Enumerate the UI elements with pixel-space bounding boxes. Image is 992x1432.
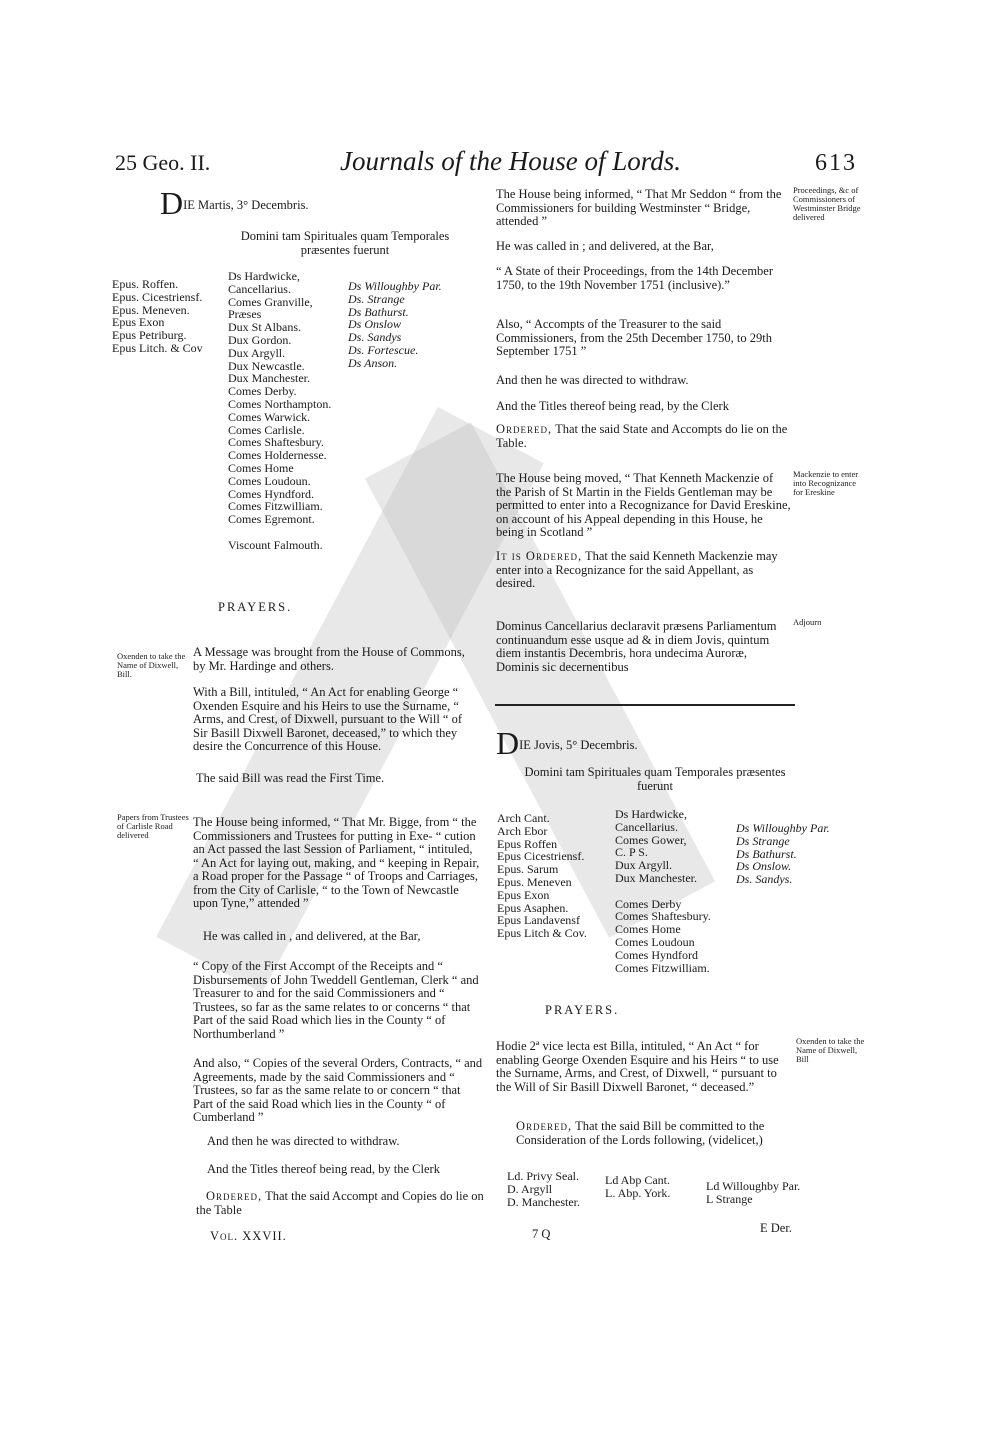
left-present-heading: Domini tam Spirituales quam Temporales præsentes fuerunt <box>240 229 450 257</box>
right-date-text: IE Jovis, 5° Decembris. <box>519 738 638 752</box>
peer-entry: Comes Shaftesbury. <box>228 435 324 450</box>
right-prayers: PRAYERS. <box>545 1003 620 1017</box>
bishop-entry: Epus. Meneven <box>497 874 572 889</box>
date-dropcap: D <box>160 185 184 221</box>
baron-entry: Ds Willoughby Par. <box>736 821 830 835</box>
bishop-entry: Epus. Roffen. <box>112 277 179 291</box>
right-barons-list <box>736 822 830 886</box>
margin-note-oxenden-2: Oxenden to take the Name of Dixwell, Bill <box>796 1036 865 1064</box>
peer-entry: Comes Hyndford. <box>228 486 314 501</box>
bishop-entry: Epus. Meneven. <box>112 302 190 317</box>
right-para-adjourn: Dominus Cancellarius declaravit præsens Parliamentum continuandum esse usque ad & in diem Jovis, quintum diem instantis Decembris, hora undecima Auroræ, Dominis sic decernentibus <box>496 619 777 674</box>
baron-entry: Ds Onslow. <box>736 859 792 874</box>
committee-entry: Ld. Privy Seal. <box>507 1169 579 1183</box>
signature-mark: 7 Q <box>532 1227 551 1241</box>
left-para-copies: And also, “ Copies of the several Orders, Contracts, “ and Agreements, made by the said Commissioners and “ Trustees, so far as the same relate to or concern “ that Part of the said Road which lies in the County “ of Cumberland ” <box>193 1056 483 1124</box>
peer-entry: Comes Gower, <box>615 832 687 847</box>
peer-entry: Ds Hardwicke, <box>228 269 300 283</box>
ordered-text: That the said Accompt and Copies do lie on the Table <box>196 1189 484 1217</box>
baron-entry: Ds. Fortescue. <box>348 342 419 357</box>
peer-entry <box>615 885 711 898</box>
bishop-entry: Epus Exon <box>497 887 550 902</box>
baron-entry: Ds Bathurst. <box>348 304 409 319</box>
section-rule <box>495 704 795 706</box>
header-page-number: 613 <box>815 150 857 176</box>
right-para-state: “ A State of their Proceedings, from the 14th December 1750, to the 19th November 1751 (inclusive).” <box>496 264 774 292</box>
bishop-entry: Arch Ebor <box>497 823 548 838</box>
right-para-accompts: Also, “ Accompts of the Treasurer to the said Commissioners, from the 25th December 1750, to 29th September 1751 ” <box>496 317 773 358</box>
bishop-entry: Epus Exon <box>112 315 165 330</box>
left-peers-list <box>228 270 331 552</box>
committee-entry: L Strange <box>706 1191 753 1206</box>
left-para-titles: And the Titles thereof being read, by the Clerk <box>207 1162 440 1176</box>
right-para-committed <box>516 1120 796 1147</box>
committee-entry: Ld Willoughby Par. <box>706 1179 801 1193</box>
left-para-copy: “ Copy of the First Accompt of the Receipts and “ Disbursements of John Tweddell Gentleman, Clerk “ and Treasurer to and for the said Commissioners and “ Trustees, so far as the same relates to or concerns “ that Part of the said Road which lies in the County “ of Northumberland ” <box>193 959 479 1041</box>
date-text: IE Martis, 3° Decembris. <box>183 198 309 212</box>
peer-entry: Comes Loudoun. <box>228 473 311 488</box>
right-committed-text: That the said Bill be committed to the Consideration of the Lords following, (videlicet,) <box>516 1119 765 1147</box>
peer-entry: Dux Newcastle. <box>228 358 305 373</box>
bishop-entry: Epus Litch. & Cov <box>112 340 203 355</box>
right-para-titles: And the Titles thereof being read, by the Clerk <box>496 399 729 413</box>
margin-note-westminster: Proceedings, &c of Commissioners of Westminster Bridge delivered <box>793 185 861 222</box>
bishop-entry: Epus. Sarum <box>497 862 559 877</box>
bishop-entry: Epus Litch & Cov. <box>497 926 587 941</box>
left-para-withdraw: And then he was directed to withdraw. <box>207 1134 400 1148</box>
left-barons-list <box>348 280 442 370</box>
peer-entry: Comes Warwick. <box>228 409 311 424</box>
left-para-called: He was called in , and delivered, at the Bar, <box>203 929 421 943</box>
header-title: Journals of the House of Lords. <box>340 146 682 176</box>
left-para-first-time: The said Bill was read the First Time. <box>196 771 385 785</box>
baron-entry: Ds. Sandys. <box>736 872 793 887</box>
peer-entry: Comes Granville, <box>228 294 313 309</box>
peer-entry: Comes Home <box>615 922 681 937</box>
bishop-entry: Epus Roffen <box>497 836 558 851</box>
committee-entry: D. Manchester. <box>507 1194 580 1209</box>
right-committed-lead: Ordered, <box>516 1119 573 1133</box>
margin-note-carlisle: Papers from Trustees of Carlisle Road delivered <box>117 812 189 840</box>
ordered-lead: Ordered, <box>206 1189 263 1203</box>
peer-entry: Comes Loudoun <box>615 934 695 949</box>
right-bishops-list <box>497 812 587 940</box>
peer-entry: Comes Carlisle. <box>228 422 305 437</box>
peer-entry <box>228 526 331 539</box>
peer-entry: Dux Argyll. <box>228 345 286 360</box>
bishop-entry: Arch Cant. <box>497 811 550 825</box>
left-bishops-list <box>112 278 203 355</box>
peer-entry: Comes Shaftesbury. <box>615 909 711 924</box>
left-para-ordered <box>196 1190 486 1217</box>
peer-entry: Comes Home <box>228 460 294 475</box>
peer-entry: Dux Manchester. <box>228 371 310 386</box>
volume-footer: Vol. XXVII. <box>210 1229 287 1243</box>
right-para-called: He was called in ; and delivered, at the Bar, <box>496 239 714 253</box>
right-it-is-ordered-lead: It is Ordered, <box>496 549 583 563</box>
peer-entry: Dux Manchester. <box>615 870 697 885</box>
peer-entry: Comes Hyndford <box>615 947 698 962</box>
right-para-it-is-ordered <box>496 550 791 591</box>
peer-entry: Dux Gordon. <box>228 332 292 347</box>
peer-entry: Comes Holdernesse. <box>228 448 327 463</box>
right-para-mackenzie: The House being moved, “ That Kenneth Mackenzie of the Parish of St Martin in the Fields Gentleman may be permitted to enter into a Recognizance for David Ereskine, on account of his Appeal depending in this House, he being in Scotland ” <box>496 471 791 539</box>
right-para-ordered <box>496 423 791 450</box>
right-it-is-ordered-text: That the said Kenneth Mackenzie may enter into a Recognizance for the said Appellant, as desired. <box>496 549 778 590</box>
margin-note-mackenzie: Mackenzie to enter into Recognizance for Ereskine <box>793 469 859 497</box>
committee-entry: L. Abp. York. <box>605 1185 671 1200</box>
left-prayers: PRAYERS. <box>218 600 293 614</box>
baron-entry: Ds Willoughby Par. <box>348 279 442 293</box>
peer-entry: Comes Egremont. <box>228 512 315 527</box>
bishop-entry: Epus Cicestriensf. <box>497 849 585 864</box>
peer-entry: Comes Fitzwilliam. <box>228 499 323 514</box>
bishop-entry: Epus Landavensf <box>497 913 580 928</box>
baron-entry: Ds Anson. <box>348 355 398 370</box>
peer-entry: Ds Hardwicke, <box>615 807 687 821</box>
peer-entry: Comes Northampton. <box>228 396 332 411</box>
left-para-bill: With a Bill, intituled, “ An Act for enabling George “ Oxenden Esquire and his Heirs to use the Surname, “ Arms, and Crest, of Dixwell, pursuant to the Will “ of Sir Basill Dixwell Baronet, deceased,” to which they desire the Concurrence of this House. <box>193 685 463 753</box>
right-para-withdraw: And then he was directed to withdraw. <box>496 373 689 387</box>
bishop-entry: Epus Petriburg. <box>112 328 187 343</box>
left-para-message: A Message was brought from the House of Commons, by Mr. Hardinge and others. <box>193 645 465 673</box>
committee-entry: D. Argyll <box>507 1181 553 1196</box>
right-para-hodie: Hodie 2ª vice lecta est Billa, intituled, “ An Act “ for enabling George Oxenden Esquire and his Heirs “ to use the Surname, Arms, and Crest, of Dixwell, “ pursuant to the Will of Sir Basill Dixwell Baronet, “ deceased.” <box>496 1039 779 1094</box>
peer-entry: Cancellarius. <box>615 819 678 834</box>
baron-entry: Ds. Sandys <box>348 330 402 345</box>
peer-entry: Comes Derby <box>615 896 682 911</box>
peer-entry: Dux Argyll. <box>615 858 673 873</box>
margin-note-adjourn: Adjourn <box>793 617 822 627</box>
catchword: E Der. <box>760 1221 792 1235</box>
peer-entry: Dux St Albans. <box>228 320 302 335</box>
right-ordered-lead: Ordered, <box>496 422 553 436</box>
committee-list-3 <box>706 1180 800 1206</box>
baron-entry: Ds Bathurst. <box>736 846 797 861</box>
left-para-bigge: The House being informed, “ That Mr. Bigge, from “ the Commissioners and Trustees for putting in Exe- “ cution an Act passed the last Session of Parliament, “ intituled, “ An Act for laying out, making, and “ keeping in Repair, a Road proper for the Passage “ of Troops and Carriages, from the City of Carlisle, “ to the Town of Newcastle upon Tyne,” attended ” <box>193 815 480 910</box>
committee-list-2 <box>605 1174 670 1200</box>
peer-entry: Comes Derby. <box>228 384 297 399</box>
baron-entry: Ds Onslow <box>348 317 402 332</box>
right-date-line <box>496 725 796 761</box>
right-date-dropcap: D <box>496 725 520 761</box>
header-regnal-year: 25 Geo. II. <box>115 150 211 175</box>
committee-entry: Ld Abp Cant. <box>605 1173 670 1187</box>
left-date-line <box>160 185 480 221</box>
baron-entry: Ds. Strange <box>348 291 405 306</box>
margin-note-oxenden: Oxenden to take the Name of Dixwell, Bill. <box>117 651 186 679</box>
bishop-entry: Epus Asaphen. <box>497 900 569 915</box>
peer-entry: Cancellarius. <box>228 281 291 296</box>
right-para-seddon: The House being informed, “ That Mr Seddon “ from the Commissioners for building Westminster “ Bridge, attended ” <box>496 187 782 228</box>
peer-entry: Comes Fitzwilliam. <box>615 960 710 975</box>
right-peers-list <box>615 808 711 974</box>
baron-entry: Ds Strange <box>736 833 790 848</box>
bishop-entry: Epus. Cicestriensf. <box>112 289 203 304</box>
right-present-heading: Domini tam Spirituales quam Temporales præsentes fuerunt <box>524 765 786 793</box>
right-ordered-text: That the said State and Accompts do lie on the Table. <box>496 422 788 450</box>
committee-list-1 <box>507 1170 580 1208</box>
peer-entry: Præses <box>228 307 262 322</box>
peer-entry: Viscount Falmouth. <box>228 537 323 552</box>
peer-entry: C. P S. <box>615 845 648 860</box>
